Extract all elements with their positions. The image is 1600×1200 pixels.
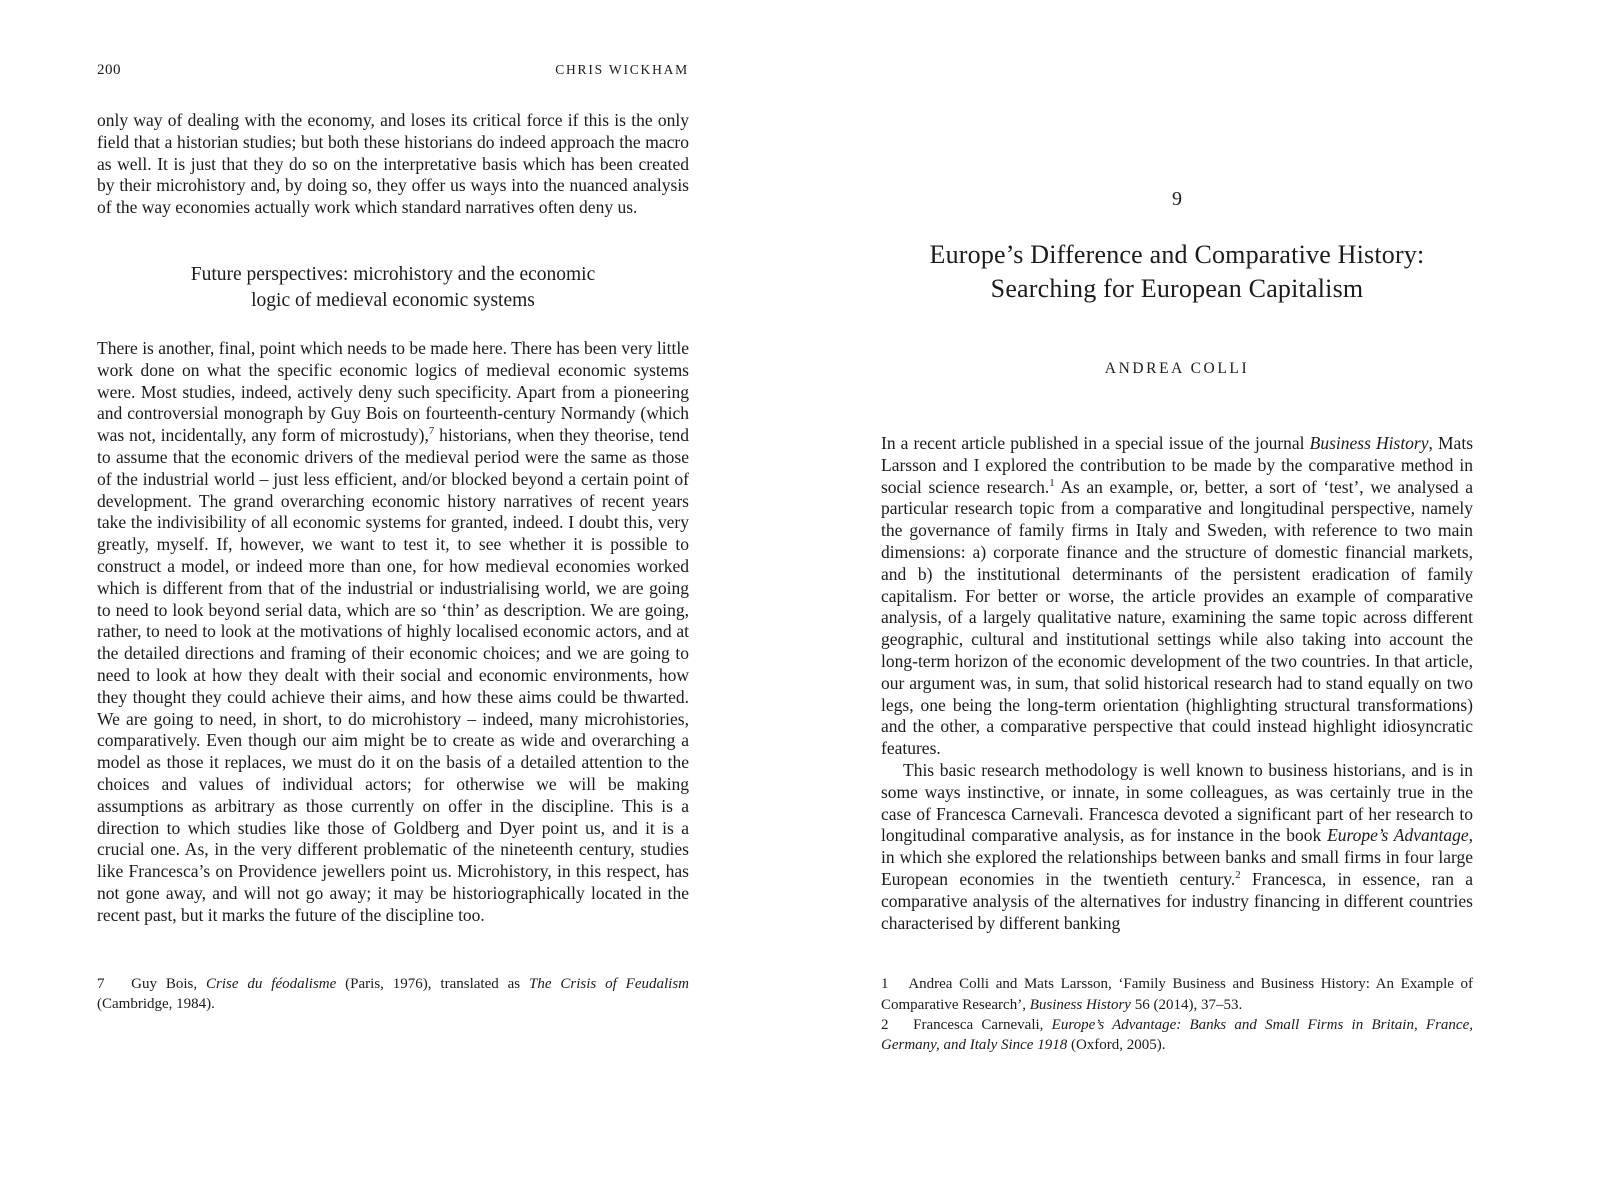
- section-heading-line-2: logic of medieval economic systems: [251, 290, 535, 312]
- chapter-title-line-1: Europe’s Difference and Comparative History:: [929, 240, 1425, 269]
- chapter-title: [881, 238, 1473, 305]
- chapter-author: ANDREA COLLI: [1104, 360, 1250, 377]
- section-heading-line-1: Future perspectives: microhistory and the economic: [190, 263, 596, 285]
- chapter-number: 9: [1172, 188, 1182, 210]
- footnote-1: 1 Andrea Colli and Mats Larsson, ‘Family Business and Business History: An Example of Comparative Research’, Business History 56 (2014), 37–53.: [881, 976, 1473, 1013]
- footnotes-left: [97, 974, 689, 1015]
- section-heading: [97, 262, 689, 315]
- body-paragraph: In a recent article published in a special issue of the journal Business History, Mats Larsson and I explored the contribution to be made by the comparative method in social science research.$^1$ As an example, or, better, a sort of ‘test’, we analysed a particular research topic from a comparative and longitudinal perspective, namely the governance of family firms in Italy and Sweden, with reference to two main dimensions: a) corporate finance and the structure of domestic financial markets, and b) the institutional determinants of the persistent eradication of family capitalism. For better or worse, the article provides an example of comparative analysis, of a largely qualitative nature, examining the same topic across different geographic, cultural and institutional settings while also taking into account the long-term horizon of the economic development of the two countries. In that article, our argument was, in sum, that solid historical research had to stand equally on two legs, one being the long-term orientation (highlighting structural transformations) and the other, a comparative perspective that could instead highlight idiosyncratic features.: [881, 433, 1473, 759]
- chapter-title-line-2: Searching for European Capitalism: [990, 273, 1364, 303]
- footnote-7: 7 Guy Bois, Crise du féodalisme (Paris, 1976), translated as The Crisis of Feudalism (Cambridge, 1984).: [97, 975, 689, 1012]
- page-left: [97, 62, 689, 1014]
- body-paragraph-continuation: only way of dealing with the economy, and loses its critical force if this is the only field that a historian studies; but both these historians do indeed approach the macro as well. It is just that they do so on the interpretative basis which has been created by their microhistory and, by doing so, they offer us ways into the nuanced analysis of the way economies actually work which standard narratives often deny us.: [97, 110, 689, 218]
- left-page-header: [97, 62, 689, 80]
- page-right: [881, 62, 1473, 1056]
- body-paragraph: There is another, final, point which needs to be made here. There has been very little work done on what the specific economic logics of medieval economic systems were. Most studies, indeed, actively deny such specificity. Apart from a pioneering and controversial monograph by Guy Bois on fourteenth-century Normandy (which was not, incidentally, any form of microstudy),$^7$ historians, when they theorise, tend to assume that the economic drivers of the medieval period were the same as those of the industrial world – just less efficient, and/or blocked beyond a certain point of development. The grand overarching economic history narratives of recent years take the indivisibility of all economic systems for granted, indeed. I doubt this, very greatly, myself. If, however, we want to test it, to see whether it is possible to construct a model, or indeed more than one, for how medieval economies worked which is different from that of the industrial or industrialising world, we are going to need to look beyond serial data, which are so ‘thin’ as description. We are going, rather, to need to look at the motivations of highly localised economic actors, and at the detailed directions and framing of their economic choices; and we are going to need to look at how they dealt with their social and economic environments, how they thought they could achieve their aims, and how these aims could be thwarted. We are going to need, in short, to do microhistory – indeed, many microhistories, comparatively. Even though our aim might be to create as wide and overarching a model as those it replaces, we must do it on the basis of a detailed attention to the choices and values of individual actors; for otherwise we will be making assumptions as arbitrary as those currently on offer in the discipline. This is a direction to which studies like those of Goldberg and Dyer point us, and it is a crucial one. As, in the very different problematic of the nineteenth century, studies like Francesca’s on Providence jewellers point us. Microhistory, in this respect, has not gone away, and will not go away; it may be historiographically located in the recent past, but it marks the future of the discipline too.: [97, 337, 689, 925]
- body-paragraph: This basic research methodology is well known to business historians, and is in some ways instinctive, or innate, in some colleagues, as was certainly true in the case of Francesca Carnevali. Francesca devoted a significant part of her research to longitudinal comparative analysis, as for instance in the book Europe’s Advantage, in which she explored the relationships between banks and small firms in four large European economies in the twentieth century.$^2$ Francesca, in essence, ran a comparative analysis of the alternatives for industry financing in different countries characterised by different banking: [881, 759, 1474, 933]
- footnotes-right: [881, 974, 1473, 1055]
- page-number: 200: [97, 62, 121, 78]
- footnote-2: 2 Francesca Carnevali, Europe’s Advantage: Banks and Small Firms in Britain, France, Germany, and Italy Since 1918 (Oxford, 2005).: [881, 1016, 1473, 1054]
- running-head-author: CHRIS WICKHAM: [555, 62, 689, 77]
